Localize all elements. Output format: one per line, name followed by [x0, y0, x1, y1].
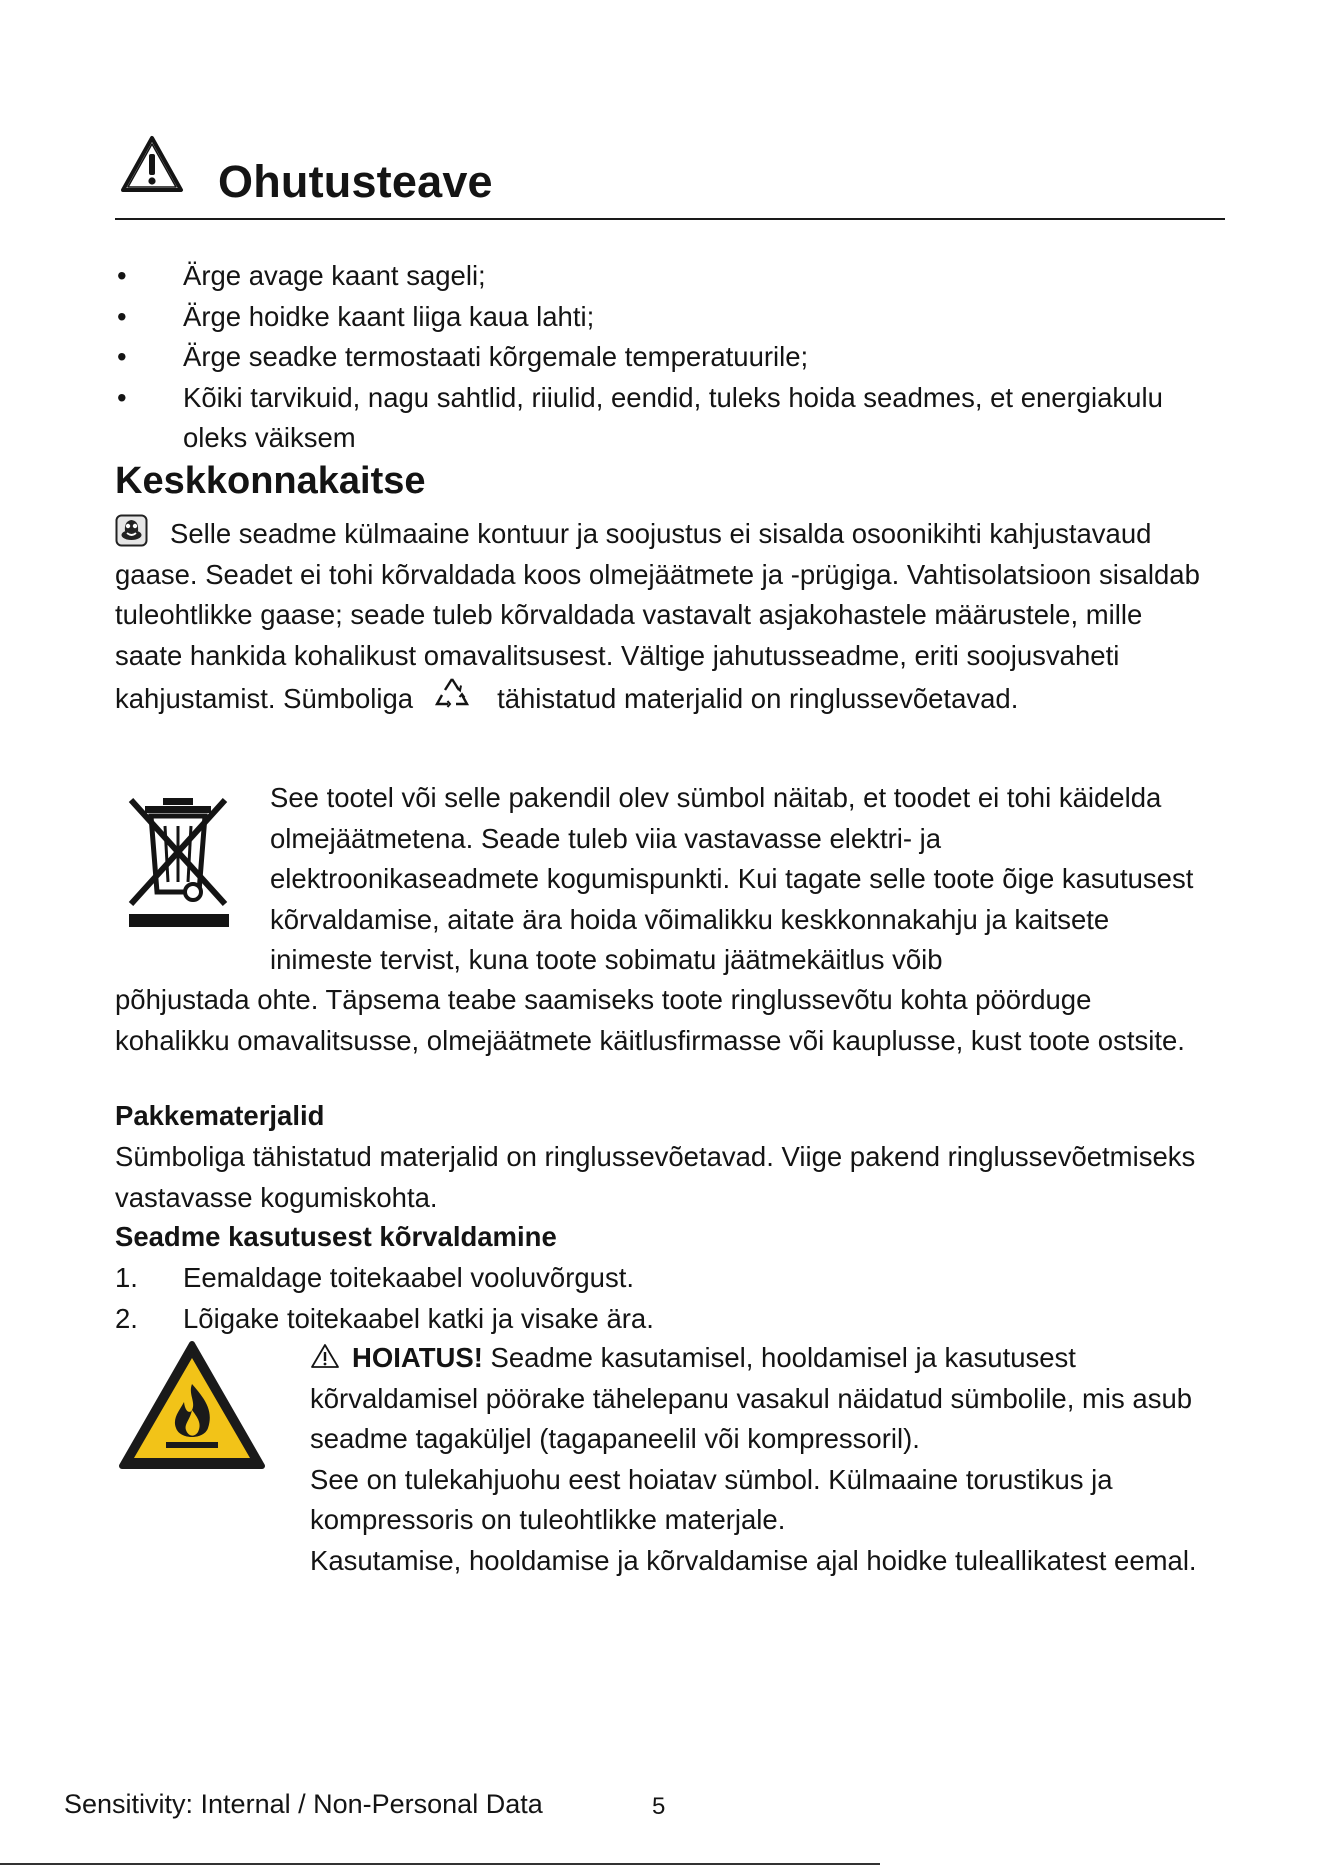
eco-ozone-icon — [115, 514, 148, 547]
list-item — [115, 1258, 1210, 1299]
list-item — [115, 1299, 1210, 1340]
packaging-text: Sümboliga tähistatud materjalid on ringlussevõetavad. Viige pakend ringlussevõetmiseks vastavasse kogumiskohta. — [115, 1141, 1196, 1213]
page-number: 5 — [652, 1793, 666, 1820]
warning-text-1: Seadme kasutamisel, hooldamisel ja kasutusest kõrvaldamisel pöörake tähelepanu vasakul näidatud sümbolile, mis asub seadme tagaküljel (tagapaneelil või kompressoril). — [310, 1342, 1193, 1454]
bullet: • — [117, 381, 127, 413]
disposal-heading: Seadme kasutusest kõrvaldamine — [115, 1221, 557, 1252]
warning-text-2: See on tulekahjuohu eest hoiatav sümbol. Külmaaine torustikus ja kompressoris on tuleohtlikke materjale. — [310, 1463, 1113, 1535]
warning-triangle-icon — [119, 134, 185, 194]
sensitivity-label: Sensitivity: Internal / Non-Personal Data — [64, 1789, 543, 1819]
bullet: • — [117, 260, 127, 291]
warning-text-3: Kasutamise, hooldamise ja kõrvaldamise ajal hoidke tuleallikatest eemal. — [310, 1544, 1197, 1576]
list-item — [115, 378, 1225, 459]
step-text: Lõigake toitekaabel katki ja visake ära. — [183, 1302, 654, 1334]
list-item — [115, 337, 1225, 378]
environment-paragraph — [115, 514, 1210, 720]
list-item-text: Ärge hoidke kaant liiga kaua lahti; — [183, 300, 595, 332]
weee-crossed-bin-icon — [125, 792, 235, 932]
warning-triangle-icon — [310, 1343, 340, 1369]
environment-text-part2: tähistatud materjalid on ringlussevõetavad. — [497, 683, 1019, 714]
environment-heading: Keskkonnakaitse — [115, 460, 426, 502]
step-text: Eemaldage toitekaabel vooluvõrgust. — [183, 1262, 634, 1293]
weee-text-continued: põhjustada ohte. Täpsema teabe saamiseks toote ringlussevõtu kohta pöörduge kohalikku omavalitsusse, olmejäätmete käitlusfirmasse või kauplusse, kust toote ostsite. — [115, 984, 1185, 1056]
step-number: 2. — [115, 1302, 138, 1334]
page-title: Ohutusteave — [218, 156, 493, 207]
weee-text: See tootel või selle pakendil olev sümbol näitab, et toodet ei tohi käidelda olmejäätmetena. Seade tuleb viia vastavasse elektri- ja elektroonikaseadmete kogumispunkti. Kui tagate selle toote õige kasutusest kõrvaldamise, aitate ära hoida võimalikku keskkonnakahju ja kaitsete inimeste tervist, kuna toote sobimatu jäätmekäitlus võib — [270, 782, 1194, 975]
title-divider — [115, 218, 1225, 220]
step-number: 1. — [115, 1262, 138, 1293]
bullet: • — [117, 341, 127, 372]
packaging-heading: Pakkematerjalid — [115, 1100, 325, 1131]
warning-label: HOIATUS! — [352, 1342, 483, 1373]
list-item — [115, 297, 1225, 338]
list-item-text: Ärge avage kaant sageli; — [183, 260, 486, 291]
energy-tips-list — [115, 256, 1225, 459]
warning-block — [310, 1338, 1230, 1581]
environment-text-part1: Selle seadme külmaaine kontuur ja soojustus ei sisalda osoonikihti kahjustavaud gaase. Seadet ei tohi kõrvaldada koos olmejäätmete ja -prügiga. Vahtisolatsioon sisaldab tuleohtlikke gaase; seade tuleb kõrvaldada vastavalt asjakohastele määrustele, mille saate hankida kohalikust omavalitsusest. Vältige jahutusseadme, eriti soojusvaheti kahjustamist. Sümboliga — [115, 518, 1200, 714]
list-item — [115, 256, 1225, 297]
list-item-text: Ärge seadke termostaati kõrgemale temperatuurile; — [183, 341, 809, 372]
flammable-warning-icon — [118, 1340, 266, 1472]
footer-divider — [0, 1863, 880, 1865]
title-row — [115, 130, 1225, 220]
bullet: • — [117, 300, 127, 332]
list-item-text: Kõiki tarvikuid, nagu sahtlid, riiulid, eendid, tuleks hoida seadmes, et energiakulu oleks väiksem — [183, 381, 1163, 453]
warning-paragraph-1 — [310, 1338, 1230, 1460]
disposal-steps-list — [115, 1258, 1210, 1339]
recycle-icon — [433, 676, 471, 710]
